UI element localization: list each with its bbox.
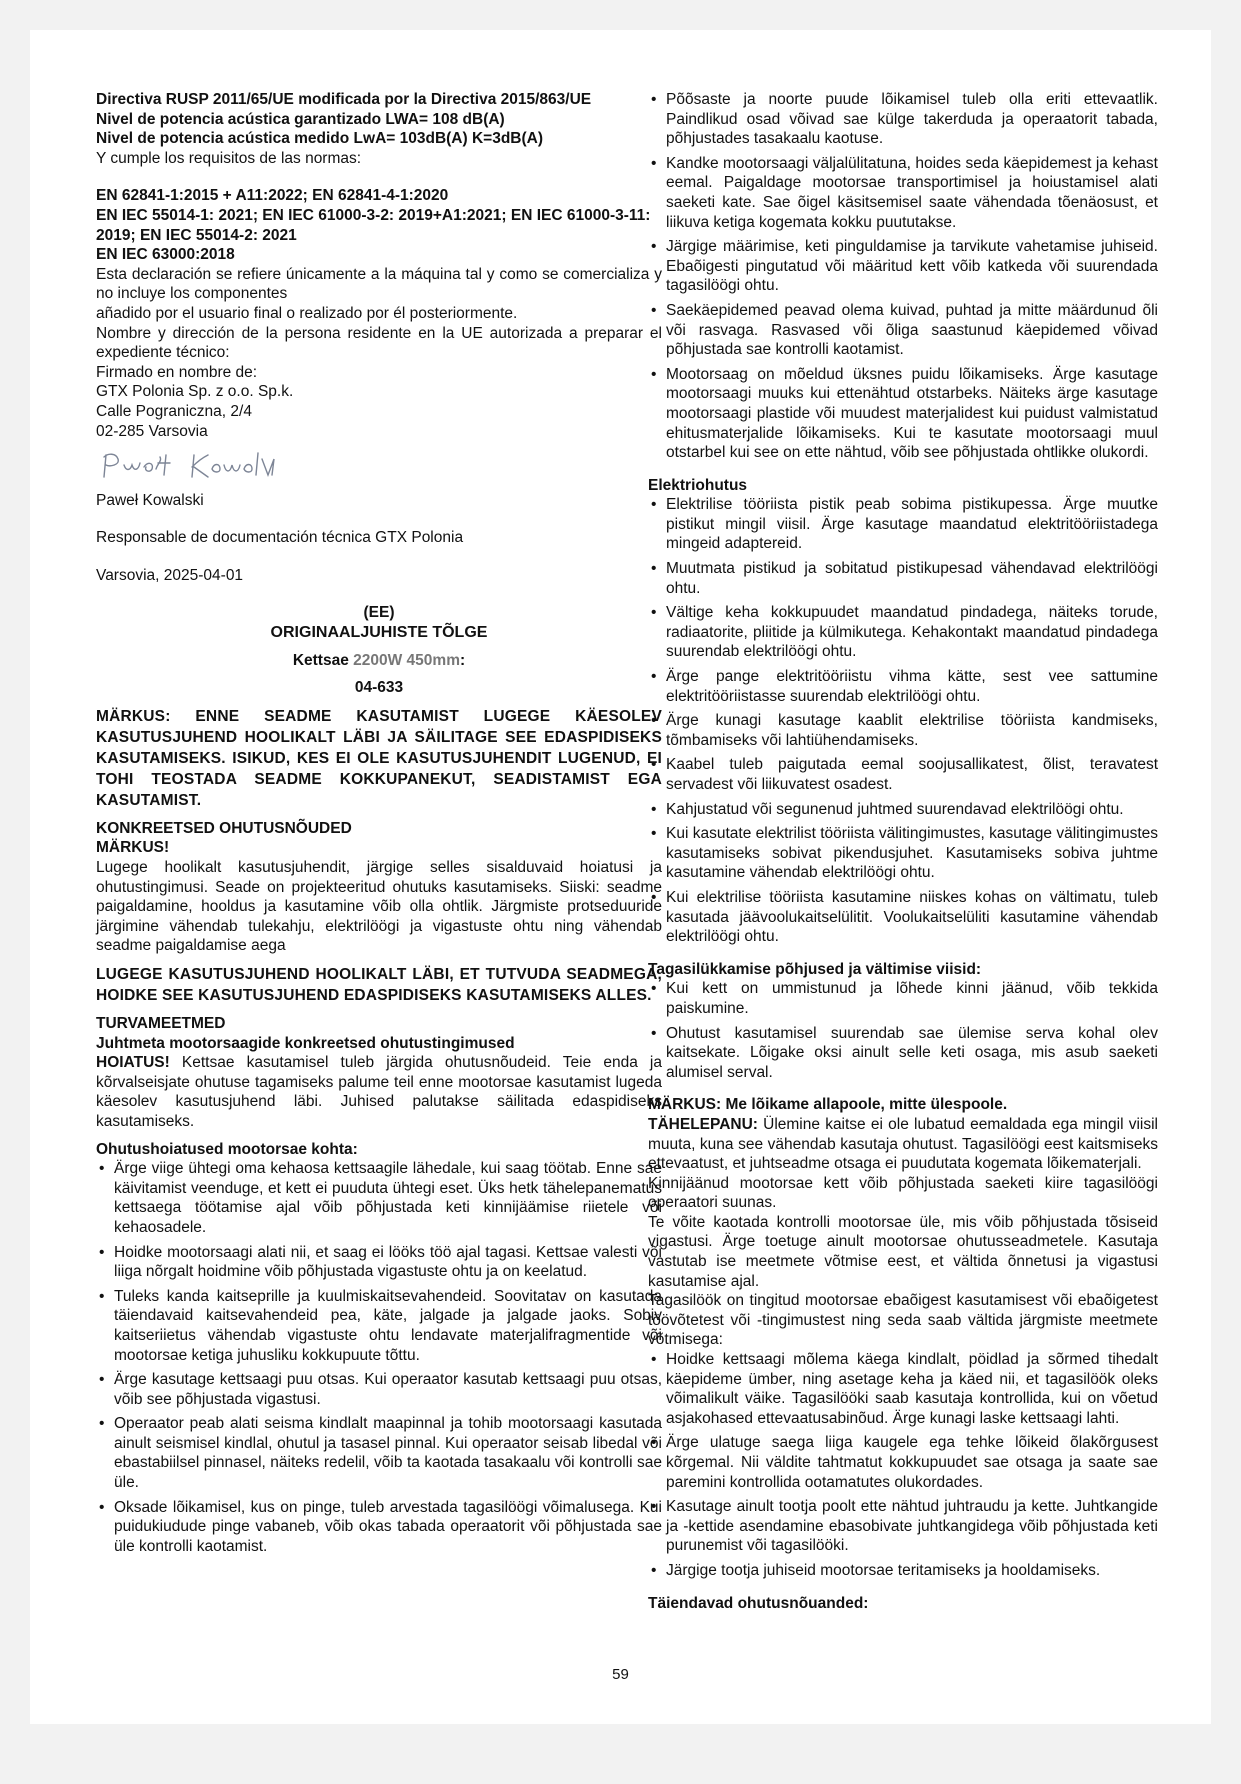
- signer-role: Responsable de documentación técnica GTX Polonia: [96, 529, 464, 547]
- warning-paragraph: HOIATUS! Kettsae kasutamisel tuleb järgida ohutusnõudeid. Teie enda ja kõrvalseisjate ohutuse tagamiseks palume teil enne mootorsae kasutamist lugeda käesolev kasutusjuhend läbi. Juhised palutakse säilitada edaspidiseks kasutamiseks.: [96, 1054, 662, 1130]
- paragraph: Tagasilöök on tingitud mootorsae ebaõigest kasutamisest või ebaõigetest töövõtetest või -tingimustest ning seda saab vältida järgmiste meetmete võtmisega:: [648, 1292, 1158, 1349]
- safety-measures-heading: TURVAMEETMED: [96, 1015, 226, 1032]
- list-item: • Ärge kunagi kasutage kaablit elektrilise tööriista kandmiseks, tõmbamiseks või lahtiühendamiseks.: [648, 711, 1158, 750]
- paragraph: Kinnijäänud mootorsae kett võib põhjustada saeketi kiire tagasilöögi operaatori suunas.: [648, 1174, 1158, 1212]
- norm-line: EN IEC 55014-1: 2021; EN IEC 61000-3-2: 2019+A1:2021; EN IEC 61000-3-11: 2019; EN IEC 55014-2: 2021: [96, 206, 651, 244]
- specific-requirements-heading: KONKREETSED OHUTUSNÕUDED: [96, 819, 352, 837]
- list-item: • Kandke mootorsaagi väljalülitatuna, hoides seda käepidemest ja kehast eemal. Paigaldage mootorsae transportimisel ja hoiustamisel alati saeketi kate. Sae õigel käsitsemisel saate vähendada tõenäosust, et liikuva ketiga kogemata kokku puututakse.: [648, 154, 1158, 232]
- list-item: • Kasutage ainult tootja poolt ette nähtud juhtraudu ja kette. Juhtkangide ja -kettide asendamine ebasobivate juhtkangidega võib põhjustada keti purunemist või tagasilööki.: [648, 1497, 1158, 1556]
- signature-image: [96, 447, 296, 483]
- list-item: • Muutmata pistikud ja sobitatud pistikupesad vähendavad elektrilöögi ohtu.: [648, 559, 1158, 598]
- read-manual-caps: LUGEGE KASUTUSJUHEND HOOLIKALT LÄBI, ET TUTVUDA SEADMEGA, HOIDKE SEE KASUTUSJUHEND EDASPIDISEKS KASUTAMISEKS ALLES.: [96, 966, 662, 1004]
- language-code: (EE): [363, 604, 395, 622]
- measures-list: [648, 1350, 1158, 1581]
- norm-line: EN IEC 63000:2018: [96, 246, 235, 264]
- chainsaw-warnings-heading: Ohutushoiatused mootorsae kohta:: [96, 1140, 358, 1158]
- document-page: [30, 30, 1211, 1724]
- note-text: Lugege hoolikalt kasutusjuhendit, järgige selles sisalduvaid hoiatusi ja ohutustingimusi. Seade on projekteeritud ohutuks kasutamiseks. Siiski: seadme paigaldamine, hooldus ja kasutamine võib olla ohtlik. Järgmiste protseduuride järgimine vähendab tulekahju, elektrilöögi ja vigastuste ohtu ning vähendab seadme paigaldamise aega: [96, 859, 662, 955]
- list-item: • Kui elektrilise tööriista kasutamine niiskes kohas on vältimatu, tuleb kasutada jäävoolukaitselülitit. Voolukaitselüliti kasutamine vähendab elektrilöögi ohtu.: [648, 888, 1158, 947]
- electric-safety-heading: Elektriohutus: [648, 476, 748, 494]
- list-item: • Järgige tootja juhiseid mootorsae teritamiseks ja hooldamiseks.: [648, 1561, 1158, 1581]
- attention-paragraph: TÄHELEPANU: Ülemine kaitse ei ole lubatud eemaldada ega mingil viisil muuta, kuna see vähendab kasutaja ohutust. Tagasilöögi eest kaitsmiseks ettevaatust, et juhtseadme otsaga ei puudutata kogemata lõikematerjali.: [648, 1115, 1158, 1173]
- product-spec: 2200W 450mm: [353, 651, 460, 669]
- declaration-scope-2: añadido por el usuario final o realizado por él posteriormente.: [96, 304, 518, 322]
- right-column: [648, 90, 1158, 1613]
- list-item: • Ärge viige ühtegi oma kehaosa kettsaagile lähedale, kui saag töötab. Enne sae käivitamist veenduge, et kett ei puuduta ühtegi eset. Üks hetk tähelepanematus kettsaega töötamise ajal võib põhjustada keti kinnijäämise riietele või kehaosadele.: [96, 1159, 662, 1237]
- list-item: • Tuleks kanda kaitseprille ja kuulmiskaitsevahendeid. Soovitatav on kasutada täiendavaid kaitsevahendeid pea, käte, jalgade ja jalgade jaoks. Sobiv kaitseriietus vähendab vigastuste ohtu lendavate materjalifragmentide või mootorsae ketiga juhusliku kokkupuute tõttu.: [96, 1287, 662, 1365]
- cordless-conditions-heading: Juhtmeta mootorsaagide konkreetsed ohutustingimused: [96, 1034, 515, 1052]
- list-item: • Kahjustatud või segunenud juhtmed suurendavad elektrilöögi ohtu.: [648, 800, 1158, 820]
- complies-text: Y cumple los requisitos de las normas:: [96, 149, 362, 167]
- list-item: • Kui kasutate elektrilist tööriista välitingimustes, kasutage välitingimustes kasutamiseks sobivat pikendusjuhet. Kasutamiseks sobiva juhtme kasutamine vähendab elektrilöögi ohtu.: [648, 824, 1158, 883]
- note-heading: MÄRKUS!: [96, 839, 170, 857]
- chainsaw-warnings-list: [96, 1159, 662, 1556]
- electric-safety-list: [648, 495, 1158, 946]
- top-safety-list: [648, 90, 1158, 463]
- list-item: • Ärge pange elektritööriistu vihma kätte, sest vee sattumine elektritööriistasse suurendab elektrilöögi ohtu.: [648, 667, 1158, 706]
- left-column: [96, 90, 662, 1561]
- kickback-list: [648, 979, 1158, 1082]
- warning-caps: MÄRKUS: ENNE SEADME KASUTAMIST LUGEGE KÄESOLEV KASUTUSJUHEND HOOLIKALT LÄBI JA SÄILITAGE SEE EDASPIDISEKS KASUTAMISEKS. ISIKUD, KES EI OLE KASUTUSJUHENDIT LUGENUD, EI TOHI TEOSTADA SEADME KOKKUPANEKUT, SEADISTAMIST EGA KASUTAMIST.: [96, 707, 662, 809]
- list-item: • Kui kett on ummistunud ja lõhede kinni jäänud, võib tekkida paiskumine.: [648, 979, 1158, 1018]
- product-title: Kettsae 2200W 450mm:: [292, 651, 466, 669]
- list-item: • Mootorsaag on mõeldud üksnes puidu lõikamiseks. Ärge kasutage mootorsaagi muuks kui ettenähtud otstarbeks. Näiteks ärge kasutage mootorsaagi plastide või muudest materjalidest kui puidust valmistatud ehitusmaterjalide lõikamiseks. Kui te kasutate mootorsaagi muul otstarbel kui see on ette nähtud, võib see põhjustada ohtlikke olukordi.: [648, 365, 1158, 463]
- list-item: • Hoidke kettsaagi mõlema käega kindlalt, pöidlad ja sõrmed tihedalt käepideme ümber, ning asetage keha ja käed nii, et tagasilöök oleks võimalikult väike. Tagasilööki saab kasutaja kontrollida, kui on võetud asjakohased ettevaatusabinõud. Ärge kunagi laske kettsaagi lahti.: [648, 1350, 1158, 1428]
- list-item: • Oksade lõikamisel, kus on pinge, tuleb arvestada tagasilöögi võimalusega. Kui puidukiudude pinge vabaneb, võib okas tabada operaatorit või põhjustada sae üle kontrolli kaotamist.: [96, 1498, 662, 1557]
- noise-measured: Nivel de potencia acústica medido LwA= 103dB(A) K=3dB(A): [96, 130, 544, 148]
- authorized-person: Nombre y dirección de la persona residente en la UE autorizada a preparar el expediente técnico:: [96, 324, 662, 362]
- model-number: 04-633: [354, 679, 404, 697]
- list-item: • Järgige määrimise, keti pinguldamise ja tarvikute vahetamise juhiseid. Ebaõigesti pingutatud või määritud kett võib katkeda või suurendada tagasilöögi ohtu.: [648, 237, 1158, 296]
- declaration-scope: Esta declaración se refiere únicamente a la máquina tal y como se comercializa y no incluye los componentes: [96, 265, 662, 303]
- list-item: • Hoidke mootorsaagi alati nii, et saag ei lööks töö ajal tagasi. Kettsae valesti või liiga nõrgalt hoidmine võib põhjustada vigastuste ohtu ja on keelatud.: [96, 1243, 662, 1282]
- list-item: • Ärge ulatuge saega liiga kaugele ega tehke lõikeid õlakõrgusest kõrgemal. Nii väldite tahtmatut kokkupuudet sae otsaga ja saate sae paremini kontrollida ootamatutes olukordades.: [648, 1433, 1158, 1492]
- norm-line: EN 62841-1:2015 + A11:2022; EN 62841-4-1:2020: [96, 187, 449, 205]
- list-item: • Ohutust kasutamisel suurendab sae ülemise serva kohal olev kaitsekate. Lõigake oksi ainult selle keti osaga, mis asub saeketi alumisel serval.: [648, 1024, 1158, 1083]
- company-name: GTX Polonia Sp. z o.o. Sp.k.: [96, 383, 294, 401]
- cut-note: MÄRKUS: Me lõikame allapoole, mitte ülespoole.: [648, 1096, 1008, 1114]
- noise-guaranteed: Nivel de potencia acústica garantizado LWA= 108 dB(A): [96, 110, 505, 128]
- translation-title: ORIGINAALJUHISTE TÕLGE: [270, 624, 488, 642]
- place-date: Varsovia, 2025-04-01: [96, 566, 244, 584]
- list-item: • Elektrilise tööriista pistik peab sobima pistikupessa. Ärge muutke pistikut mingil viisil. Ärge kasutage maandatud elektritööriistadega mingeid adaptereid.: [648, 495, 1158, 554]
- paragraph: Te võite kaotada kontrolli mootorsae üle, mis võib põhjustada tõsiseid vigastusi. Ärge toetuge ainult mootorsae ohutusseadmetele. Kasutaja vastutab ise meetmete võtmise eest, et vältida õnnetusi ja vigastusi kasutamise ajal.: [648, 1213, 1158, 1290]
- company-city: 02-285 Varsovia: [96, 422, 208, 440]
- decl-title: Directiva RUSP 2011/65/UE modificada por la Directiva 2015/863/UE: [96, 91, 592, 108]
- additional-advice-heading: Täiendavad ohutusnõuanded:: [648, 1594, 869, 1612]
- page-number: 59: [612, 1666, 629, 1683]
- list-item: • Saekäepidemed peavad olema kuivad, puhtad ja mitte määrdunud õli või rasvaga. Rasvased või õliga saastunud käepidemed võivad põhjustada sae kontrolli kaotamist.: [648, 301, 1158, 360]
- list-item: • Põõsaste ja noorte puude lõikamisel tuleb olla eriti ettevaatlik. Paindlikud osad võivad sae külge takerduda ja operaatorit tabada, põhjustades tasakaalu kaotuse.: [648, 90, 1158, 149]
- list-item: • Ärge kasutage kettsaagi puu otsas. Kui operaator kasutab kettsaagi puu otsas, võib see põhjustada vigastusi.: [96, 1370, 662, 1409]
- signed-on-behalf: Firmado en nombre de:: [96, 363, 258, 381]
- list-item: • Vältige keha kokkupuudet maandatud pindadega, näiteks torude, radiaatorite, pliitide ja külmikutega. Kehakontakt maandatud pindadega suurendab elektrilöögi ohtu.: [648, 603, 1158, 662]
- list-item: • Kaabel tuleb paigutada eemal soojusallikatest, õlist, teravatest servadest või liikuvatest osadest.: [648, 755, 1158, 794]
- company-street: Calle Pograniczna, 2/4: [96, 402, 252, 420]
- list-item: • Operaator peab alati seisma kindlalt maapinnal ja tohib mootorsaagi kasutada ainult seismisel kindlal, ohutul ja tasasel pinnal. Kui operaator seisab libedal või ebastabiilsel pinnasel, näiteks redelil, võib ta kaotada tasakaalu või kontrolli sae üle.: [96, 1414, 662, 1492]
- kickback-heading: Tagasilükkamise põhjused ja vältimise viisid:: [648, 960, 982, 978]
- signer-name: Paweł Kowalski: [96, 491, 204, 509]
